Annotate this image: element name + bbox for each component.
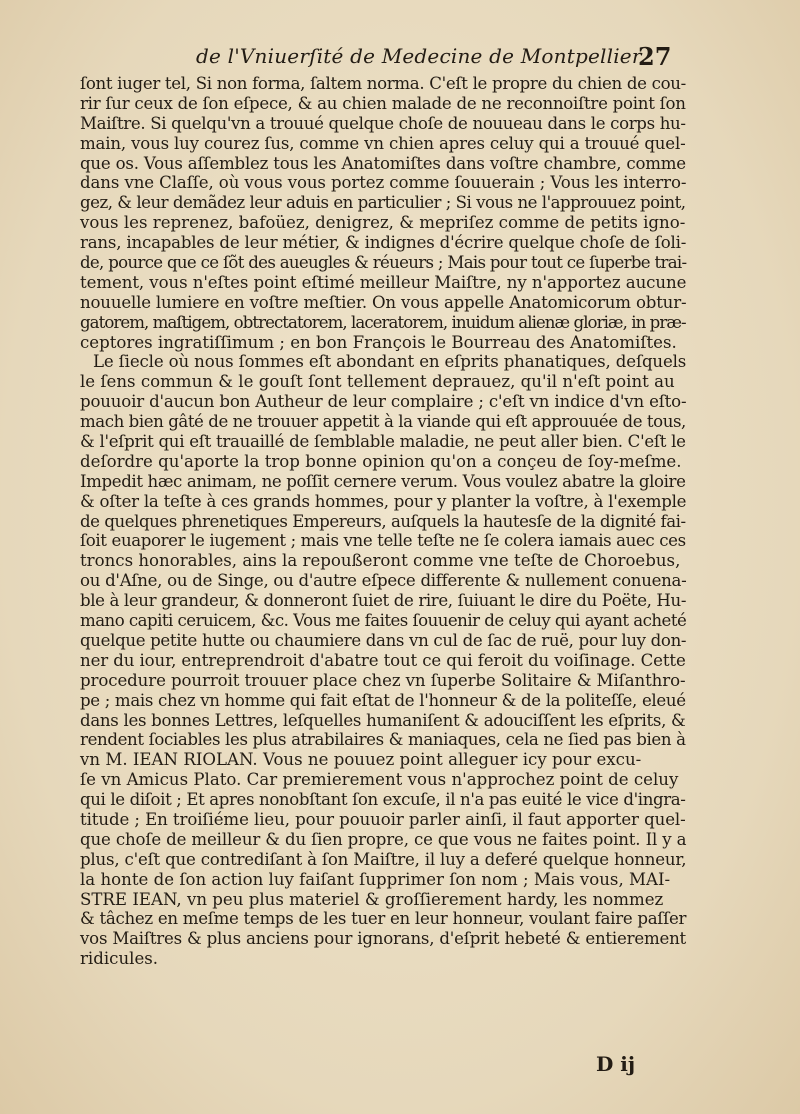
page-number: 27 [638, 42, 672, 71]
text-line: ſoit euaporer le iugement ; mais vne telle teſte ne ſe colera iamais auec ces [80, 531, 686, 551]
text-line: pe ; mais chez vn homme qui fait eſtat de l'honneur & de la politeſſe, eleué [80, 690, 686, 710]
text-line: & oſter la teſte à ces grands hommes, pour y planter la voſtre, à l'exemple [80, 491, 687, 511]
text-line: Maiſtre. Si quelqu'vn a trouué quelque choſe de nouueau dans le corps hu- [80, 113, 686, 133]
text-line: mano capiti ceruicem, &c. Vous me faites ſouuenir de celuy qui ayant acheté [80, 611, 687, 631]
text-line: ble à leur grandeur, & donneront ſuiet de rire, ſuiuant le dire du Poëte, Hu- [80, 591, 687, 611]
text-line: que choſe de meilleur & du ſien propre, ce que vous ne faites point. Il y a [80, 829, 687, 849]
text-line: ridicules. [80, 949, 159, 969]
text-line: de, pource que ce ſõt des aueugles & réueurs ; Mais pour tout ce ſuperbe trai- [80, 253, 687, 273]
text-line: procedure pourroit trouuer place chez vn ſuperbe Solitaire & Miſanthro- [80, 670, 686, 690]
text-line: titude ; En troiſiéme lieu, pour pouuoir parler ainſi, il faut apporter quel- [80, 809, 686, 829]
text-line: ceptores ingratiſſimum ; en bon François le Bourreau des Anatomiſtes. [80, 332, 677, 352]
text-line: troncs honorables, ains la repoußeront comme vne teſte de Choroebus, [80, 551, 681, 571]
text-line: nouuelle lumiere en voſtre meſtier. On vous appelle Anatomicorum obtur- [80, 292, 687, 312]
text-line: dans vne Claſſe, où vous vous portez comme ſouuerain ; Vous les interro- [80, 173, 687, 193]
body-text [80, 74, 686, 969]
text-line: plus, c'eſt que contrediſant à ſon Maiſtre, il luy a deferé quelque honneur, [80, 849, 687, 869]
text-line: mach bien gâté de ne trouuer appetit à la viande qui eſt approuuée de tous, [80, 412, 686, 432]
text-line: quelque petite hutte ou chaumiere dans vn cul de ſac de ruë, pour luy don- [80, 630, 687, 650]
text-line: la honte de ſon action luy faiſant ſupprimer ſon nom ; Mais vous, MAI- [80, 869, 671, 889]
text-line: ner du iour, entreprendroit d'abatre tout ce qui feroit du voiſinage. Cette [80, 650, 686, 670]
text-line: pouuoir d'aucun bon Autheur de leur complaire ; c'eſt vn indice d'vn eſto- [80, 392, 687, 412]
text-line: & tâchez en meſme temps de les tuer en leur honneur, voulant faire paſſer [80, 909, 687, 929]
text-line: vn M. IEAN RIOLAN. Vous ne pouuez point alleguer icy pour excu- [80, 750, 642, 770]
signature-mark: D ij [596, 1052, 636, 1076]
page-header [0, 44, 800, 74]
text-line: main, vous luy courez ſus, comme vn chien apres celuy qui a trouué quel- [80, 133, 686, 153]
text-line: ſe vn Amicus Plato. Car premierement vous n'approchez point de celuy [80, 770, 679, 790]
text-line: vous les reprenez, bafoüez, denigrez, & mepriſez comme de petits igno- [80, 213, 686, 233]
text-line: deſordre qu'aporte la trop bonne opinion qu'on a conçeu de ſoy-meſme. [80, 451, 682, 471]
text-line: Le ſiecle où nous ſommes eſt abondant en eſprits phanatiques, deſquels [93, 352, 687, 372]
text-line: & l'eſprit qui eſt trauaillé de ſemblable maladie, ne peut aller bien. C'eſt le [80, 432, 686, 452]
text-line: gez, & leur demãdez leur aduis en particulier ; Si vous ne l'approuuez point, [80, 193, 686, 213]
text-line: ou d'Aſne, ou de Singe, ou d'autre eſpece differente & nullement conuena- [80, 571, 687, 591]
running-title: de l'Vniuerſité de Medecine de Montpellier. [196, 44, 646, 68]
text-line: le ſens commun & le gouſt ſont tellement deprauez, qu'il n'eſt point au [80, 372, 675, 392]
text-line: que os. Vous aſſemblez tous les Anatomiſtes dans voſtre chambre, comme [80, 153, 686, 173]
text-line: STRE IEAN, vn peu plus materiel & groſſierement hardy, les nommez [80, 889, 664, 909]
text-line: rans, incapables de leur métier, & indignes d'écrire quelque choſe de ſoli- [80, 233, 687, 253]
text-line: ſont iuger tel, Si non forma, ſaltem norma. C'eſt le propre du chien de cou- [80, 74, 686, 93]
text-line: gatorem, maſtigem, obtrectatorem, laceratorem, inuidum alienæ gloriæ, in præ- [80, 312, 686, 332]
text-line: de quelques phrenetiques Empereurs, auſquels la hautesſe de la dignité fai- [80, 511, 686, 531]
text-line: rendent ſociables les plus atrabilaires & maniaques, cela ne ſied pas bien à [80, 730, 686, 750]
text-line: rir ſur ceux de ſon eſpece, & au chien malade de ne reconnoiſtre point ſon [80, 93, 686, 113]
text-line: Impedit hæc animam, ne poſſit cernere verum. Vous voulez abatre la gloire [80, 471, 686, 491]
text-line: qui le diſoit ; Et apres nonobſtant ſon excuſe, il n'a pas euité le vice d'ingra- [80, 790, 686, 810]
text-line: dans les bonnes Lettres, leſquelles humaniſent & adouciſſent les eſprits, & [80, 710, 686, 730]
text-line: tement, vous n'eſtes point eſtimé meilleur Maiſtre, ny n'apportez aucune [80, 272, 687, 292]
text-line: vos Maiſtres & plus anciens pour ignorans, d'eſprit hebeté & entierement [80, 929, 687, 949]
